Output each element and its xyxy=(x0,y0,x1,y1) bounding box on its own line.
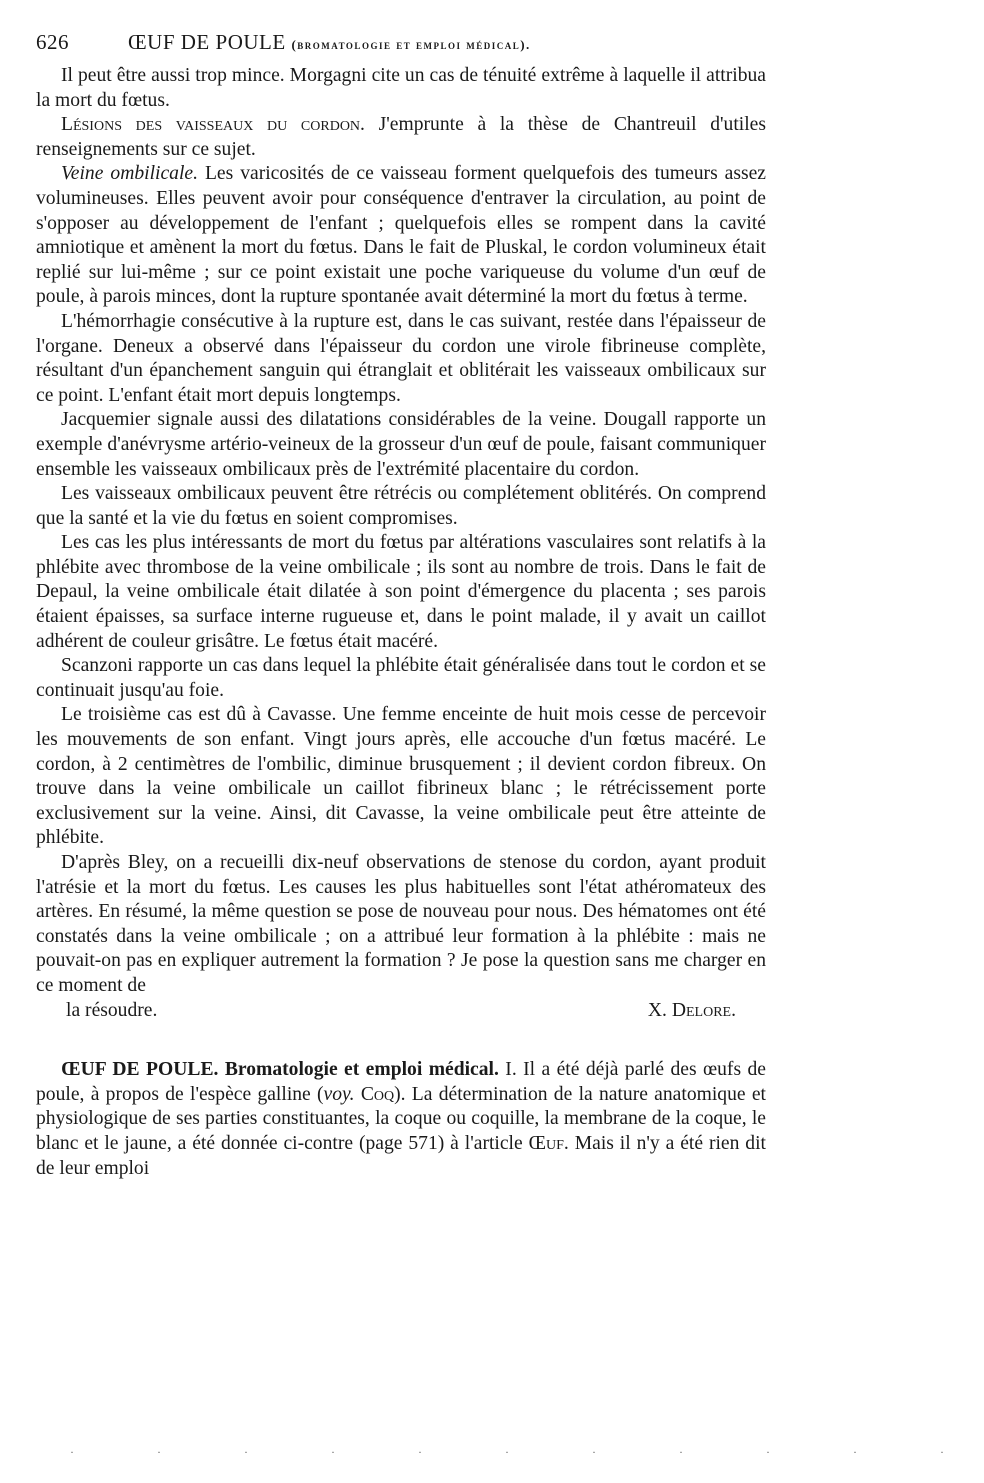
header-title: ŒUF DE POULE xyxy=(128,30,286,54)
paragraph: Jacquemier signale aussi des dilatations considérables de la veine. Dougall rapporte un exemple d'anévrysme artério-veineux de la grosseur d'un œuf de poule, faisant communiquer ensemble les vaisseaux ombilicaux près de l'extrémité placentaire du cordon. xyxy=(36,409,766,480)
paragraph: Lésions des vaisseaux du cordon. J'emprunte à la thèse de Chantreuil d'utiles renseignements sur ce sujet. xyxy=(36,114,766,160)
paragraph: Le troisième cas est dû à Cavasse. Une femme enceinte de huit mois cesse de percevoir les mouvements de son enfant. Vingt jours après, elle accouche d'un fœtus macéré. Le cordon, à 2 centimètres de l'ombilic, diminue brusquement ; il devient cordon fibreux. On trouve dans la veine ombilicale un caillot fibrineux blanc ; le rétrécissement porte exclusivement sur la veine. Ainsi, dit Cavasse, la veine ombilicale peut être atteinte de phlébite. xyxy=(36,704,766,849)
subsection-heading: Veine ombilicale. xyxy=(61,163,198,185)
article-heading: ŒUF DE POULE. Bromatologie et emploi médical. xyxy=(61,1059,499,1081)
section-heading: Lésions des vaisseaux du cordon. xyxy=(61,114,365,136)
author-signature: X. Delore. xyxy=(647,999,736,1021)
paragraph: D'après Bley, on a recueilli dix-neuf observations de stenose du cordon, ayant produit l'atrésie et la mort du fœtus. Les causes les plus habituelles sont l'état athéromateux des artères. En résumé, la même question se pose de nouveau pour nous. Des hématomes ont été constatés dans la veine ombilicale ; on a attribué leur formation à la phlébite : mais ne pouvait-on pas en expliquer autrement la formation ? Je pose la question sans me charger en ce moment de xyxy=(36,852,766,996)
body-text xyxy=(36,64,766,1181)
header-subtitle: (bromatologie et emploi médical). xyxy=(291,37,531,52)
signature-line: la résoudre. X. Delore. xyxy=(36,999,766,1024)
paragraph: Les cas les plus intéressants de mort du fœtus par altérations vasculaires sont relatifs à la phlébite avec thrombose de la veine ombilicale ; ils sont au nombre de trois. Dans le fait de Depaul, la veine ombilicale était dilatée à son point d'émergence du placenta ; ses parois étaient épaisses, sa surface interne rugueuse et, dans le point malade, il y avait un caillot adhérent de couleur grisâtre. Le fœtus était macéré. xyxy=(36,532,766,652)
page-number: 626 xyxy=(36,30,69,54)
paragraph: Les vaisseaux ombilicaux peuvent être rétrécis ou complétement oblitérés. On comprend que la santé et la vie du fœtus en soient compromises. xyxy=(36,483,766,529)
paragraph: Veine ombilicale. Les varicosités de ce vaisseau forment quelquefois des tumeurs assez volumineuses. Elles peuvent avoir pour conséquence d'entraver la circulation, au point de s'opposer au développement de l'enfant ; quelquefois elles se rompent dans la cavité amniotique et amènent la mort du fœtus. Dans le fait de Pluskal, le cordon volumineux était replié sur lui-même ; sur ce point existait une poche variqueuse du volume d'un œuf de poule, à parois minces, dont la rupture spontanée avait déterminé la mort du fœtus à terme. xyxy=(36,163,766,308)
paragraph: Scanzoni rapporte un cas dans lequel la phlébite était généralisée dans tout le cordon et se continuait jusqu'au foie. xyxy=(36,655,766,701)
paragraph: L'hémorrhagie consécutive à la rupture est, dans le cas suivant, restée dans l'épaisseur de l'organe. Deneux a observé dans l'épaisseur du cordon une virole fibrineuse complète, résultant d'un épanchement sanguin qui étranglait et oblitérait les vaisseaux ombilicaux sur ce point. L'enfant était mort depuis longtemps. xyxy=(36,310,766,406)
footer-marks: · · · · · · · · · · · xyxy=(70,1445,984,1459)
paragraph: Il peut être aussi trop mince. Morgagni cite un cas de ténuité extrême à laquelle il attribua la mort du fœtus. xyxy=(36,65,766,111)
document-page xyxy=(36,30,766,1181)
running-header xyxy=(36,30,766,64)
article-paragraph: ŒUF DE POULE. Bromatologie et emploi médical. I. Il a été déjà parlé des œufs de poule, à propos de l'espèce galline (voy. Coq). La détermination de la nature anatomique et physiologique de ses parties constituantes, la coque ou coquille, la membrane de la coque, le blanc et le jaune, a été donnée ci-contre (page 571) à l'article Œuf. Mais il n'y a été rien dit de leur emploi xyxy=(36,1059,766,1179)
